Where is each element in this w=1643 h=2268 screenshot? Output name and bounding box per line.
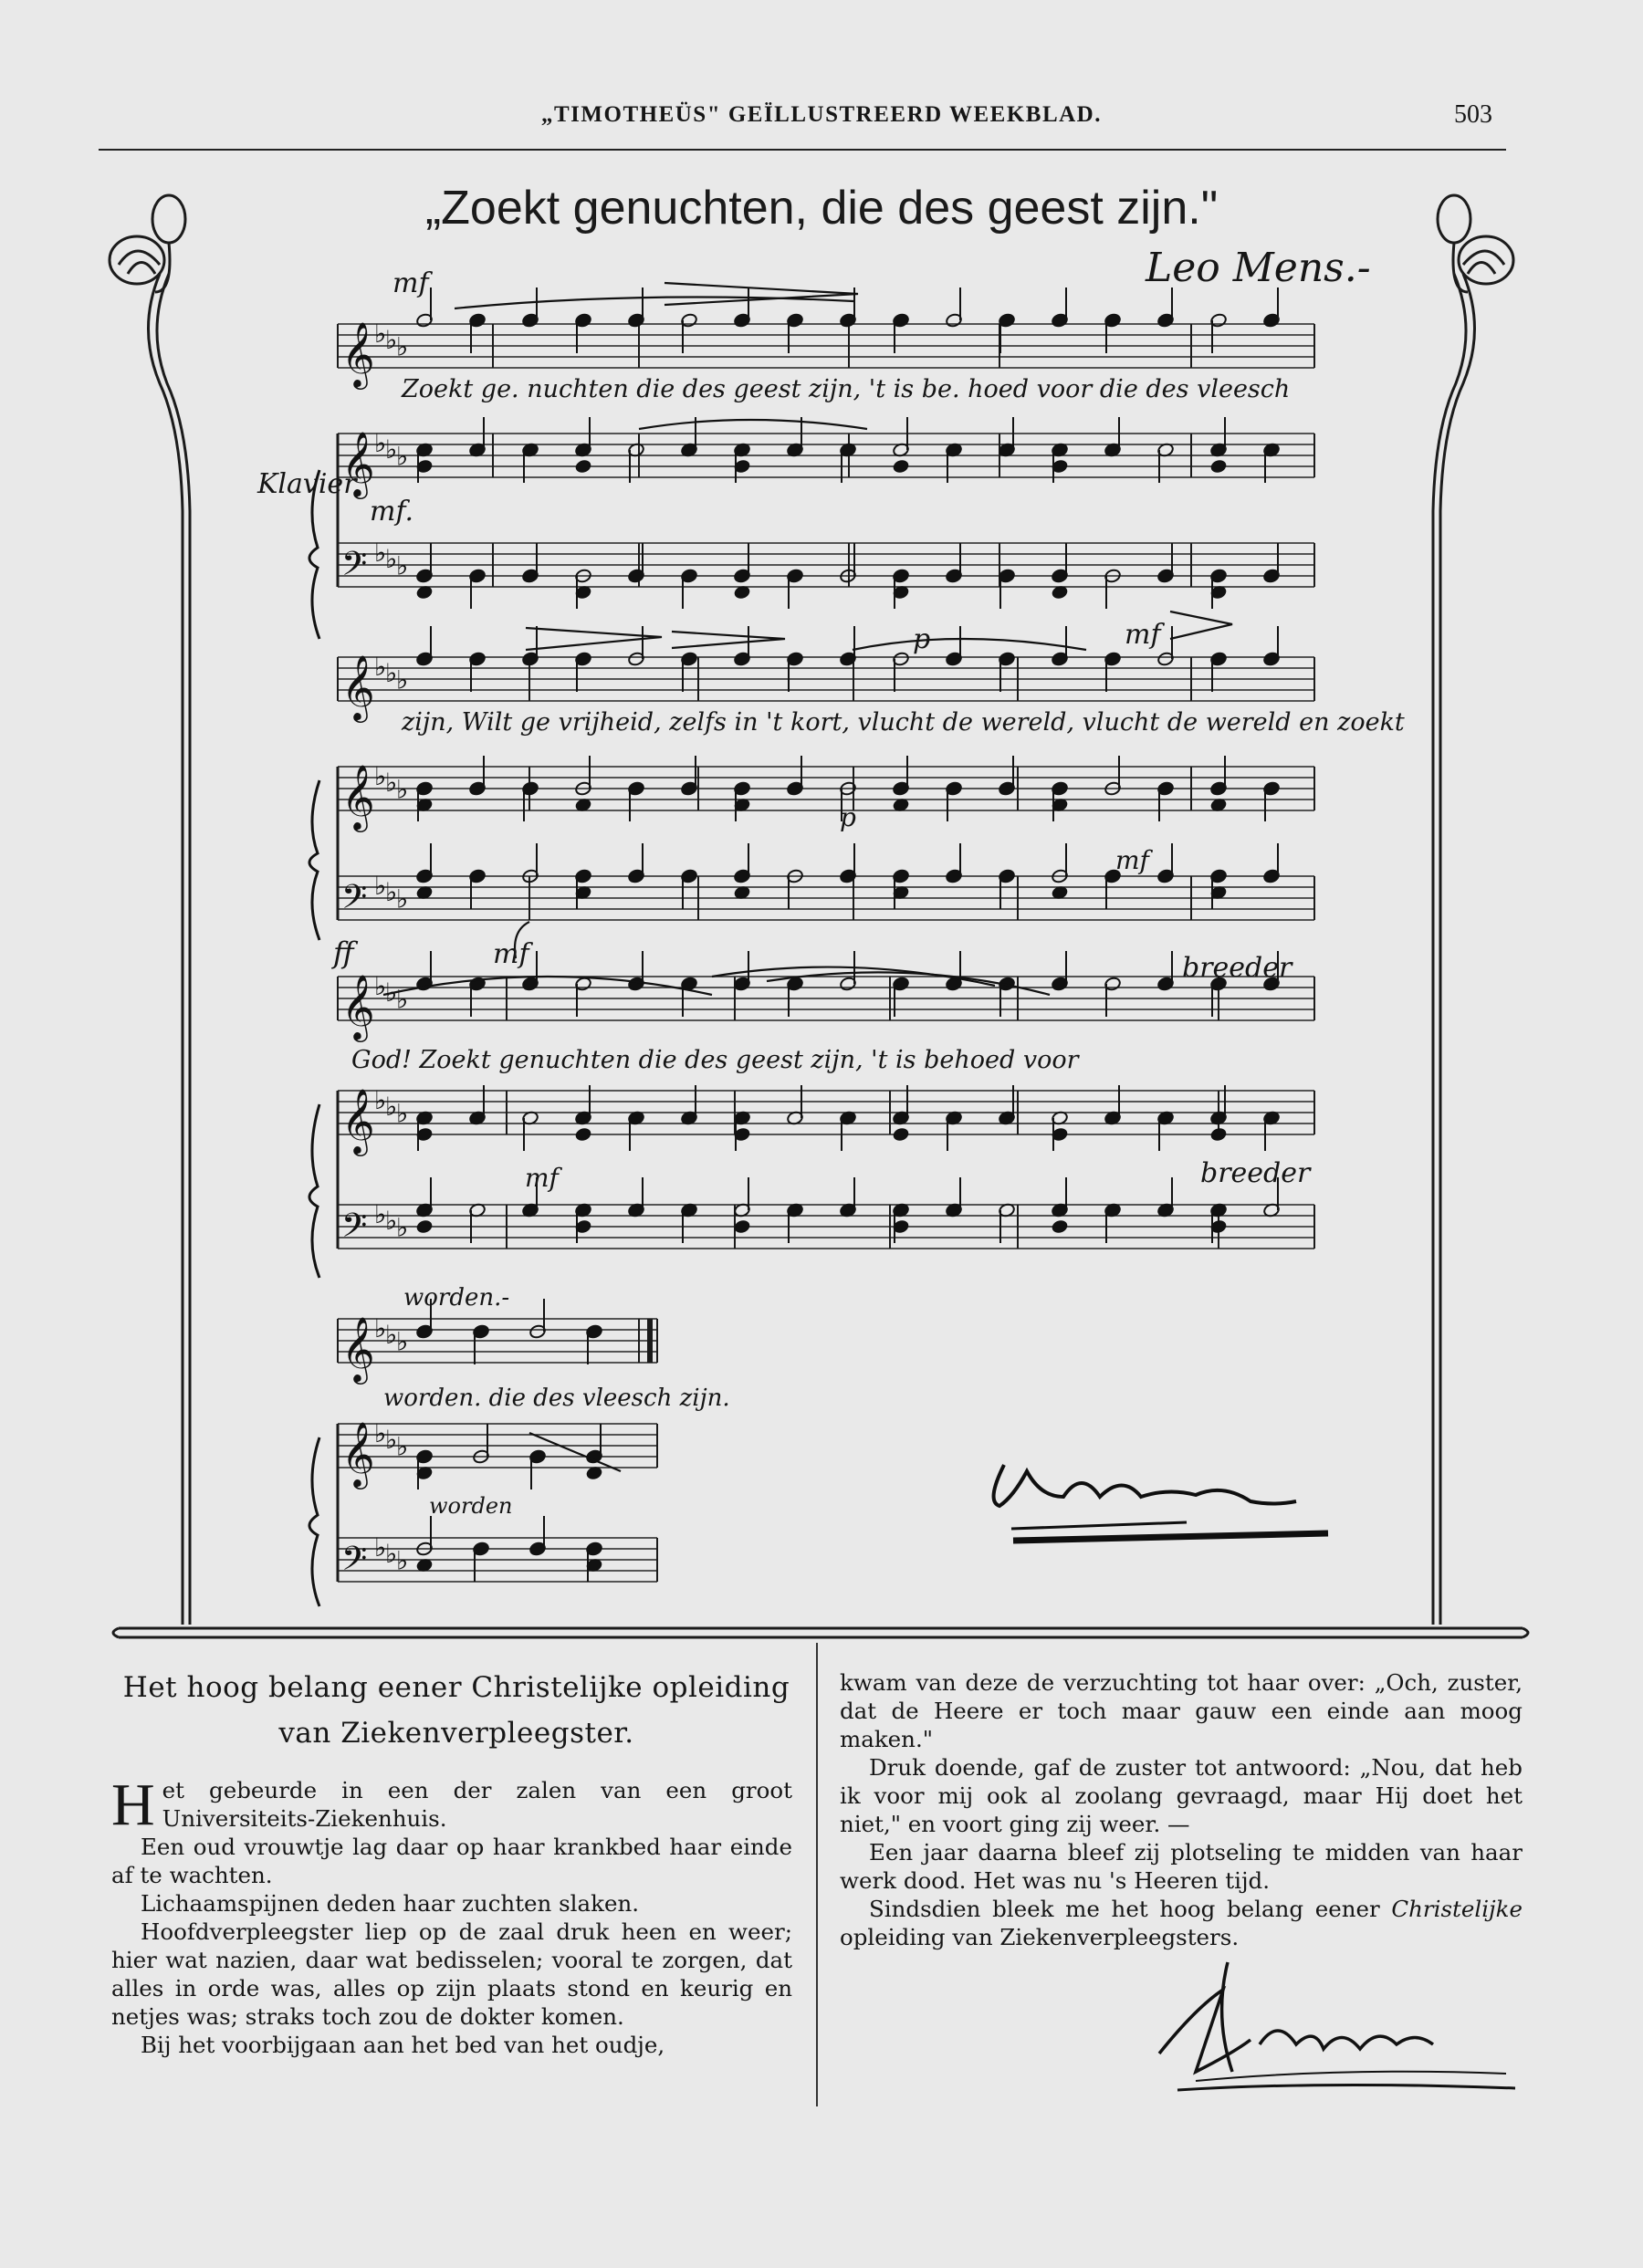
article-heading: [100, 1665, 812, 1756]
brace-marks: [309, 470, 319, 1606]
flat-icon: ♭: [396, 1431, 409, 1462]
treble-clef-icon: 𝄞: [341, 973, 375, 1040]
flat-icon: ♭: [385, 1425, 398, 1456]
flat-icon: ♭: [385, 1539, 398, 1570]
paragraph-first: [111, 1772, 792, 1838]
flat-icon: ♭: [374, 1085, 387, 1115]
piano-label: Klavier: [257, 468, 357, 500]
signature-l-mens: [994, 1465, 1328, 1541]
frame-right-line: [1440, 274, 1475, 1625]
flat-icon: ♭: [396, 550, 409, 581]
flat-icon: ♭: [396, 331, 409, 362]
flat-icon: ♭: [385, 434, 398, 465]
flat-icon: ♭: [385, 1320, 398, 1351]
drop-cap: H: [111, 1772, 155, 1838]
flat-icon: ♭: [374, 652, 387, 682]
note-head-chord: [892, 1127, 909, 1143]
flat-icon: ♭: [374, 1313, 387, 1343]
article-left-column: [111, 1772, 792, 2059]
treble-clef-icon: 𝄞: [341, 320, 375, 387]
flat-icon: ♭: [396, 1098, 409, 1129]
tempo-breeder-2: breeder: [1200, 1157, 1311, 1189]
flat-icon: ♭: [385, 1206, 398, 1237]
dynamic-mf-6: mf: [1115, 845, 1149, 875]
flat-icon: ♭: [396, 664, 409, 695]
note-head-chord: [574, 459, 591, 475]
flat-icon: ♭: [396, 984, 409, 1015]
article-heading-line2: van Ziekenverpleegster.: [278, 1717, 634, 1750]
dynamic-ff: ff: [333, 935, 354, 970]
treble-clef-icon: 𝄞: [341, 653, 375, 720]
page-header-title: „TIMOTHEÜS" GEÏLLUSTREERD WEEKBLAD.: [541, 102, 1102, 127]
note-head-chord: [1209, 459, 1227, 475]
flat-icon: ♭: [385, 658, 398, 689]
lyrics-line-3: God! Zoekt genuchten die des geest zijn, 't is behoed voor: [351, 1046, 1079, 1074]
dynamic-mf-3: mf: [1125, 619, 1161, 651]
note-head-chord: [892, 459, 909, 475]
treble-clef-icon: 𝄞: [341, 430, 375, 496]
flat-icon: ♭: [374, 1532, 387, 1563]
signature-a-dupont: [1141, 1953, 1524, 2117]
article-right-column: [840, 1668, 1523, 1951]
dynamic-p-2: p: [840, 802, 856, 832]
flat-icon: ♭: [396, 1545, 409, 1576]
flat-icon: ♭: [385, 544, 398, 575]
lyric-worden-piano: worden: [429, 1493, 513, 1519]
frame-left-line: [149, 274, 183, 1625]
note-head-chord: [1209, 1127, 1227, 1143]
lyrics-line-1: Zoekt ge. nuchten die des geest zijn, 't is be. hoed voor die des vleesch: [402, 375, 1291, 403]
frame-bottom-scroll-left: [113, 1628, 119, 1637]
flat-icon: ♭: [385, 977, 398, 1009]
flat-icon: ♭: [396, 774, 409, 805]
flat-icon: ♭: [374, 319, 387, 349]
article-heading-line1: Het hoog belang eener Christelijke opleiding: [122, 1671, 790, 1704]
note-head-chord: [733, 1219, 750, 1235]
dynamic-mf-1: mf: [392, 267, 429, 299]
tempo-breeder-1: breeder: [1182, 952, 1292, 984]
flat-icon: ♭: [396, 883, 409, 915]
bass-clef-icon: 𝄢: [341, 878, 368, 925]
paragraph: Lichaamspijnen deden haar zuchten slaken.: [141, 1890, 640, 1917]
note-head-chord: [1051, 1219, 1068, 1235]
flat-icon: ♭: [374, 1418, 387, 1448]
note-head-chord: [574, 1127, 591, 1143]
flat-icon: ♭: [396, 1326, 409, 1357]
lyrics-line-4: worden. die des vleesch zijn.: [383, 1385, 730, 1412]
flat-icon: ♭: [385, 877, 398, 908]
bass-clef-icon: 𝄢: [341, 545, 368, 591]
paragraph: Sindsdien bleek me het hoog belang eener Christelijke opleiding van Ziekenverpleegsters.: [840, 1896, 1523, 1950]
dynamic-p: p: [913, 623, 931, 655]
lyrics-line-2: zijn, Wilt ge vrijheid, zelfs in 't kort, vlucht de wereld, vlucht de wereld en zoekt: [402, 708, 1405, 737]
paragraph: Een oud vrouwtje lag daar op haar krankbed haar einde af te wachten.: [111, 1834, 792, 1888]
song-title: „Zoekt genuchten, die des geest zijn.": [424, 182, 1219, 235]
flat-icon: ♭: [374, 871, 387, 901]
frame-right-line-inner: [1433, 274, 1466, 1625]
dynamic-mf-4: mf: [493, 938, 529, 970]
flat-icon: ♭: [374, 428, 387, 458]
treble-clef-icon: 𝄞: [341, 1420, 375, 1487]
note-head-chord: [415, 1219, 433, 1235]
paragraph-continued: kwam van deze de verzuchting tot haar over: „Och, zuster, dat de Heere er toch maar gauw een einde aan moog maken.": [840, 1669, 1523, 1752]
paragraph: Bij het voorbijgaan aan het bed van het oudje,: [141, 2032, 665, 2058]
treble-clef-icon: 𝄞: [341, 763, 375, 830]
bass-clef-icon: 𝄢: [341, 1540, 368, 1586]
flat-icon: ♭: [374, 1199, 387, 1229]
frame-bottom-scroll-right: [1523, 1628, 1528, 1637]
dynamic-mf-2: mf.: [370, 496, 414, 528]
treble-clef-icon: 𝄞: [341, 1315, 375, 1382]
flat-icon: ♭: [396, 441, 409, 472]
flat-icon: ♭: [385, 768, 398, 799]
lyric-worden-top: worden.-: [403, 1284, 510, 1312]
paragraph-first-text: et gebeurde in een der zalen van een groot Universiteits-Ziekenhuis.: [162, 1777, 792, 1832]
flat-icon: ♭: [396, 1212, 409, 1243]
flat-icon: ♭: [374, 538, 387, 568]
paragraph: Een jaar daarna bleef zij plotseling te midden van haar werk dood. Het was nu 's Heeren tijd.: [840, 1839, 1523, 1894]
treble-clef-icon: 𝄞: [341, 1087, 375, 1154]
paragraph: Hoofdverpleegster liep op de zaal druk heen en weer; hier wat nazien, daar wat bedisselen; vooral te zorgen, dat alles in orde was, alles op zijn plaats stond en keurig en netjes was; straks toch zou de dokter komen.: [111, 1918, 792, 2030]
composer-name: Leo Mens.-: [1146, 245, 1371, 291]
flat-icon: ♭: [374, 761, 387, 791]
flat-icon: ♭: [374, 971, 387, 1001]
italic-word: Christelijke: [1391, 1896, 1523, 1922]
page-number: 503: [1454, 100, 1492, 129]
column-divider: [816, 1643, 818, 2106]
bass-clef-icon: 𝄢: [341, 1207, 368, 1253]
dynamic-mf-5: mf: [525, 1163, 559, 1193]
flat-icon: ♭: [385, 325, 398, 356]
paragraph: Druk doende, gaf de zuster tot antwoord: „Nou, dat heb ik voor mij ook al zoolang gevraagd, maar Hij doet het niet," en voort ging zij weer. —: [840, 1754, 1523, 1837]
flat-icon: ♭: [385, 1092, 398, 1123]
frame-left-line-inner: [157, 274, 190, 1625]
